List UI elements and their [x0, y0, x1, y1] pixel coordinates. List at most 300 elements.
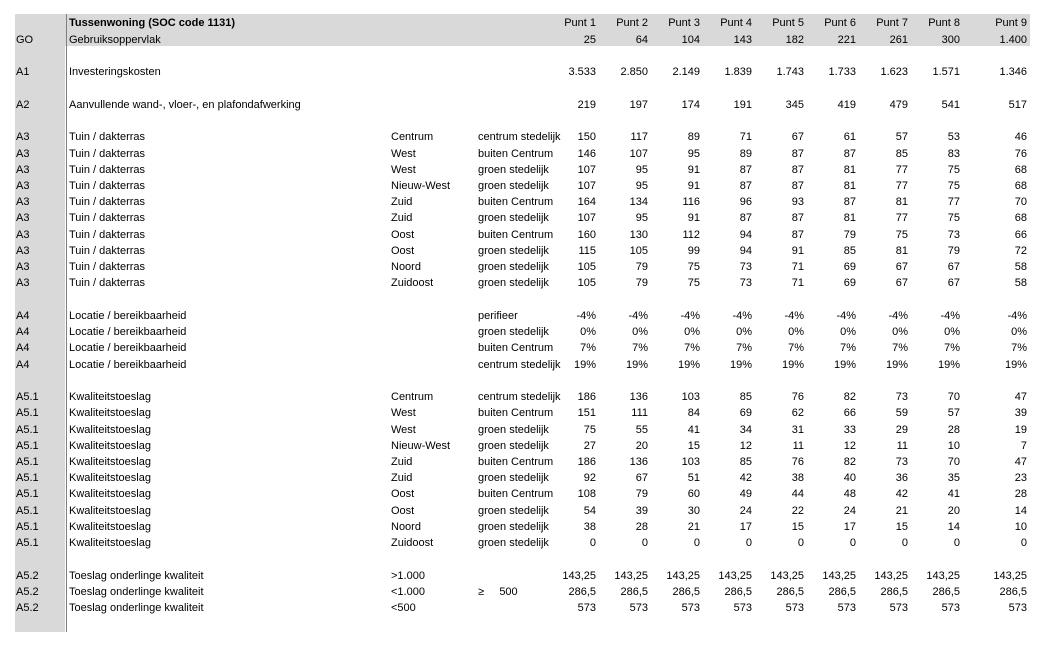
table-row [0, 536, 1040, 550]
table-row [0, 163, 1040, 177]
table-row [0, 569, 1040, 583]
row-value: 0% [632, 326, 648, 338]
table-row [0, 325, 1040, 339]
row-value: 87 [739, 164, 752, 176]
row-code: A4 [16, 342, 30, 354]
row-value: 29 [895, 424, 908, 436]
row-value: 79 [635, 277, 648, 289]
row-value: 7% [892, 342, 908, 354]
row-value: 0 [901, 537, 908, 549]
row-description: Tuin / dakterras [69, 196, 146, 208]
row-code: A5.1 [16, 456, 39, 468]
row-value: 0 [693, 537, 700, 549]
row-value: 69 [843, 261, 856, 273]
table-row [0, 406, 1040, 420]
row-value: 419 [837, 99, 856, 111]
row-value: 143,25 [718, 570, 752, 582]
table-row [0, 439, 1040, 453]
row-value: 68 [1014, 164, 1027, 176]
row-value: 0 [953, 537, 960, 549]
row-area: Zuid [391, 196, 413, 208]
row-value: 15 [895, 521, 908, 533]
row-value: -4% [1007, 310, 1027, 322]
row-value: 143,25 [562, 570, 596, 582]
row-zone: groen stedelijk [478, 164, 549, 176]
row-value: 17 [739, 521, 752, 533]
row-value: 7% [736, 342, 752, 354]
row-value: 573 [889, 602, 908, 614]
row-value: 39 [1014, 407, 1027, 419]
row-zone: perifieer [478, 310, 518, 322]
row-value: 107 [577, 180, 596, 192]
row-value: 1.623 [880, 66, 908, 78]
row-zone: groen stedelijk [478, 521, 549, 533]
row-value: 76 [791, 391, 804, 403]
row-value: 81 [843, 180, 856, 192]
row-value: 77 [895, 180, 908, 192]
row-description: Kwaliteitstoeslag [69, 440, 151, 452]
table-row [0, 98, 1040, 112]
row-value: 14 [947, 521, 960, 533]
row-value: 7% [580, 342, 596, 354]
row-description: Kwaliteitstoeslag [69, 521, 151, 533]
row-value: 286,5 [568, 586, 596, 598]
row-code: A4 [16, 326, 30, 338]
table-row [0, 260, 1040, 274]
row-value: 91 [791, 245, 804, 257]
row-value: 517 [1008, 99, 1027, 111]
table-row [0, 130, 1040, 144]
row-value: 85 [895, 148, 908, 160]
row-value: 0 [797, 537, 804, 549]
row-value: 87 [791, 148, 804, 160]
row-value: 73 [739, 277, 752, 289]
row-value: 87 [791, 229, 804, 241]
row-value: 143,25 [770, 570, 804, 582]
row-value: -4% [888, 310, 908, 322]
row-value: 286,5 [999, 586, 1027, 598]
row-value: 541 [941, 99, 960, 111]
row-value: 38 [791, 472, 804, 484]
row-value: 93 [791, 196, 804, 208]
row-value: 112 [682, 229, 700, 241]
row-description: Aanvullende wand-, vloer-, en plafondafwerking [69, 99, 301, 111]
row-value: 87 [739, 180, 752, 192]
row-value: 105 [629, 245, 648, 257]
row-value: 14 [1014, 505, 1027, 517]
row-area: Noord [391, 521, 421, 533]
row-value: 7% [684, 342, 700, 354]
row-value: 479 [889, 99, 908, 111]
row-value: 55 [635, 424, 648, 436]
row-value: 96 [739, 196, 752, 208]
row-value: 12 [843, 440, 856, 452]
row-value: 286,5 [776, 586, 804, 598]
row-value: -4% [628, 310, 648, 322]
row-value: 94 [739, 229, 752, 241]
table-row [0, 211, 1040, 225]
row-value: 81 [843, 164, 856, 176]
row-value: 286,5 [880, 586, 908, 598]
row-value: 69 [843, 277, 856, 289]
row-code: A2 [16, 99, 30, 111]
row-value: 85 [739, 391, 752, 403]
row-value: 19% [573, 359, 596, 371]
row-area: Oost [391, 488, 415, 500]
row-value: 105 [577, 261, 596, 273]
row-value: 15 [791, 521, 804, 533]
row-description: Tuin / dakterras [69, 131, 146, 143]
table-row [0, 309, 1040, 323]
row-value: 75 [895, 229, 908, 241]
row-value: 34 [739, 424, 752, 436]
row-value: 82 [843, 391, 856, 403]
row-value: 0% [580, 326, 596, 338]
column-header: Punt 8 [928, 17, 960, 29]
table-row [0, 423, 1040, 437]
row-value: 7% [788, 342, 804, 354]
row-value: 573 [785, 602, 804, 614]
surface-label: Gebruiksoppervlak [69, 34, 161, 46]
surface-value: 143 [733, 34, 752, 46]
row-value: 23 [1014, 472, 1027, 484]
row-value: 75 [583, 424, 596, 436]
row-value: 19% [677, 359, 700, 371]
row-value: 186 [577, 456, 596, 468]
row-code: A5.1 [16, 424, 39, 436]
row-value: 60 [687, 488, 700, 500]
row-value: 15 [687, 440, 700, 452]
row-value: 573 [733, 602, 752, 614]
row-value: 24 [843, 505, 856, 517]
row-value: 108 [577, 488, 596, 500]
row-value: 81 [843, 212, 856, 224]
table-row [0, 390, 1040, 404]
row-value: 62 [791, 407, 804, 419]
row-area: <1.000 [391, 586, 425, 598]
row-description: Locatie / bereikbaarheid [69, 310, 187, 322]
row-value: 81 [895, 196, 908, 208]
row-value: 48 [843, 488, 856, 500]
row-area: Zuid [391, 212, 413, 224]
row-value: 19% [885, 359, 908, 371]
row-value: 58 [1014, 277, 1027, 289]
row-value: 67 [947, 277, 960, 289]
row-value: 0% [892, 326, 908, 338]
row-value: 11 [896, 440, 908, 452]
row-zone: centrum stedelijk [478, 391, 561, 403]
row-value: 51 [687, 472, 700, 484]
table-row [0, 147, 1040, 161]
row-value: 35 [947, 472, 960, 484]
row-value: 20 [947, 505, 960, 517]
row-value: 75 [947, 180, 960, 192]
row-value: 91 [687, 212, 700, 224]
row-zone: buiten Centrum [478, 196, 554, 208]
row-value: 116 [682, 196, 700, 208]
row-value: 82 [843, 456, 856, 468]
row-value: 31 [791, 424, 804, 436]
row-value: 67 [635, 472, 648, 484]
row-zone: groen stedelijk [478, 326, 549, 338]
row-code: A3 [16, 196, 30, 208]
row-value: 107 [577, 164, 596, 176]
row-value: 19% [937, 359, 960, 371]
row-area: Oost [391, 505, 415, 517]
row-zone: groen stedelijk [478, 424, 549, 436]
row-description: Tuin / dakterras [69, 180, 146, 192]
row-value: 19% [833, 359, 856, 371]
row-value: 143,25 [874, 570, 908, 582]
row-description: Kwaliteitstoeslag [69, 472, 151, 484]
table-row [0, 244, 1040, 258]
row-zone: buiten Centrum [478, 148, 554, 160]
row-description: Toeslag onderlinge kwaliteit [69, 602, 204, 614]
row-value: 573 [577, 602, 596, 614]
row-description: Investeringskosten [69, 66, 161, 78]
row-description: Kwaliteitstoeslag [69, 391, 151, 403]
row-value: 219 [577, 99, 596, 111]
row-value: 41 [947, 488, 960, 500]
row-code: A3 [16, 277, 30, 289]
row-value: 58 [1014, 261, 1027, 273]
row-zone: groen stedelijk [478, 537, 549, 549]
row-value: 0% [736, 326, 752, 338]
row-code: A3 [16, 164, 30, 176]
row-code: A5.1 [16, 472, 39, 484]
row-value: 30 [687, 505, 700, 517]
row-description: Toeslag onderlinge kwaliteit [69, 586, 204, 598]
row-value: 95 [635, 180, 648, 192]
row-value: 1.571 [932, 66, 960, 78]
row-value: 79 [635, 261, 648, 273]
row-value: 73 [739, 261, 752, 273]
row-value: 46 [1014, 131, 1027, 143]
row-value: 20 [635, 440, 648, 452]
row-code: A3 [16, 229, 30, 241]
row-code: A3 [16, 180, 30, 192]
row-value: 70 [1014, 196, 1027, 208]
row-value: 151 [577, 407, 596, 419]
surface-value: 25 [583, 34, 596, 46]
table-row [0, 276, 1040, 290]
row-value: 3.533 [568, 66, 596, 78]
row-value: 59 [895, 407, 908, 419]
row-value: -4% [732, 310, 752, 322]
row-area: West [391, 148, 416, 160]
row-value: 41 [687, 424, 700, 436]
row-area: Nieuw-West [391, 440, 451, 452]
row-value: -4% [680, 310, 700, 322]
row-code: A5.2 [16, 586, 39, 598]
row-value: 134 [629, 196, 648, 208]
row-description: Tuin / dakterras [69, 164, 146, 176]
row-value: 117 [630, 131, 648, 143]
row-value: 79 [843, 229, 856, 241]
row-value: 42 [739, 472, 752, 484]
row-value: 87 [843, 196, 856, 208]
row-area: West [391, 407, 416, 419]
table-row [0, 520, 1040, 534]
surface-value: 300 [941, 34, 960, 46]
row-description: Locatie / bereikbaarheid [69, 326, 187, 338]
row-code: A3 [16, 261, 30, 273]
row-value: 92 [583, 472, 596, 484]
table-row [0, 601, 1040, 615]
row-value: 7% [944, 342, 960, 354]
row-value: 12 [739, 440, 752, 452]
row-value: 24 [739, 505, 752, 517]
row-area: Centrum [391, 131, 434, 143]
row-zone: groen stedelijk [478, 277, 549, 289]
row-value: 107 [577, 212, 596, 224]
row-value: 28 [1014, 488, 1027, 500]
row-value: 68 [1014, 212, 1027, 224]
column-header: Punt 2 [616, 17, 648, 29]
row-code: A5.1 [16, 521, 39, 533]
row-description: Locatie / bereikbaarheid [69, 342, 187, 354]
row-value: 71 [791, 277, 804, 289]
column-header: Punt 6 [824, 17, 856, 29]
row-value: 40 [843, 472, 856, 484]
row-area: Nieuw-West [391, 180, 451, 192]
row-value: 136 [629, 456, 648, 468]
row-value: 27 [583, 440, 596, 452]
row-description: Kwaliteitstoeslag [69, 407, 151, 419]
row-value: 0% [684, 326, 700, 338]
row-value: 286,5 [620, 586, 648, 598]
row-value: 53 [947, 131, 960, 143]
row-description: Tuin / dakterras [69, 261, 146, 273]
row-value: 143,25 [926, 570, 960, 582]
row-value: 38 [583, 521, 596, 533]
row-value: 95 [635, 212, 648, 224]
column-header: Punt 3 [668, 17, 700, 29]
row-area: Zuid [391, 456, 413, 468]
table-row [0, 504, 1040, 518]
row-value: 143,25 [666, 570, 700, 582]
row-value: -4% [576, 310, 596, 322]
row-description: Tuin / dakterras [69, 229, 146, 241]
row-area: West [391, 424, 416, 436]
row-value: 7 [1020, 440, 1027, 452]
row-value: 1.346 [999, 66, 1027, 78]
row-value: 21 [687, 521, 700, 533]
row-value: 95 [635, 164, 648, 176]
row-value: 573 [1008, 602, 1027, 614]
row-area: Zuid [391, 472, 413, 484]
row-zone: centrum stedelijk [478, 131, 561, 143]
row-value: 573 [681, 602, 700, 614]
row-value: 79 [635, 488, 648, 500]
row-value: 87 [791, 212, 804, 224]
row-value: 91 [687, 180, 700, 192]
row-area: Zuidoost [391, 537, 434, 549]
row-value: 136 [629, 391, 648, 403]
row-value: 75 [947, 212, 960, 224]
row-value: 69 [739, 407, 752, 419]
row-value: 75 [947, 164, 960, 176]
row-value: -4% [784, 310, 804, 322]
row-value: 28 [947, 424, 960, 436]
row-value: 0 [1020, 537, 1027, 549]
row-description: Kwaliteitstoeslag [69, 505, 151, 517]
row-value: 28 [635, 521, 648, 533]
row-value: 11 [792, 440, 804, 452]
row-value: 70 [947, 391, 960, 403]
column-header: Punt 9 [995, 17, 1027, 29]
row-value: 0 [641, 537, 648, 549]
row-description: Kwaliteitstoeslag [69, 424, 151, 436]
row-value: 99 [687, 245, 700, 257]
row-value: 89 [687, 131, 700, 143]
table-row [0, 65, 1040, 79]
row-code: A3 [16, 245, 30, 257]
row-description: Tuin / dakterras [69, 148, 146, 160]
row-area: Centrum [391, 391, 434, 403]
row-value: 103 [681, 456, 700, 468]
row-value: 0 [849, 537, 856, 549]
row-value: 573 [629, 602, 648, 614]
row-code: A3 [16, 148, 30, 160]
row-code: A5.2 [16, 602, 39, 614]
row-value: 95 [687, 148, 700, 160]
row-value: 19% [625, 359, 648, 371]
row-description: Tuin / dakterras [69, 277, 146, 289]
row-code: A4 [16, 310, 30, 322]
row-zone: groen stedelijk [478, 261, 549, 273]
row-code: A5.1 [16, 488, 39, 500]
row-zone: groen stedelijk [478, 472, 549, 484]
row-value: 22 [791, 505, 804, 517]
surface-value: 261 [889, 34, 908, 46]
row-value: 286,5 [724, 586, 752, 598]
row-value: 103 [681, 391, 700, 403]
row-value: 57 [895, 131, 908, 143]
row-area: Oost [391, 245, 415, 257]
row-code: A1 [16, 66, 30, 78]
row-value: 0% [840, 326, 856, 338]
row-value: 19% [1004, 359, 1027, 371]
go-label: GO [16, 34, 34, 46]
row-value: 67 [895, 261, 908, 273]
row-value: 7% [840, 342, 856, 354]
row-value: 87 [739, 212, 752, 224]
row-value: 85 [739, 456, 752, 468]
row-value: -4% [940, 310, 960, 322]
row-value: 0% [788, 326, 804, 338]
row-value: 36 [895, 472, 908, 484]
row-code: A5.1 [16, 440, 39, 452]
row-value: 573 [941, 602, 960, 614]
row-value: 75 [687, 277, 700, 289]
row-value: 49 [739, 488, 752, 500]
row-value: 21 [895, 505, 908, 517]
row-value: 81 [895, 245, 908, 257]
row-value: 73 [895, 391, 908, 403]
row-value: 1.733 [828, 66, 856, 78]
row-value: 77 [895, 212, 908, 224]
row-value: 2.850 [620, 66, 648, 78]
row-value: 150 [577, 131, 596, 143]
row-description: Locatie / bereikbaarheid [69, 359, 187, 371]
row-value: 39 [635, 505, 648, 517]
row-value: 94 [739, 245, 752, 257]
row-value: 573 [837, 602, 856, 614]
row-value: 1.839 [724, 66, 752, 78]
row-value: 0% [944, 326, 960, 338]
row-value: 19 [1014, 424, 1027, 436]
